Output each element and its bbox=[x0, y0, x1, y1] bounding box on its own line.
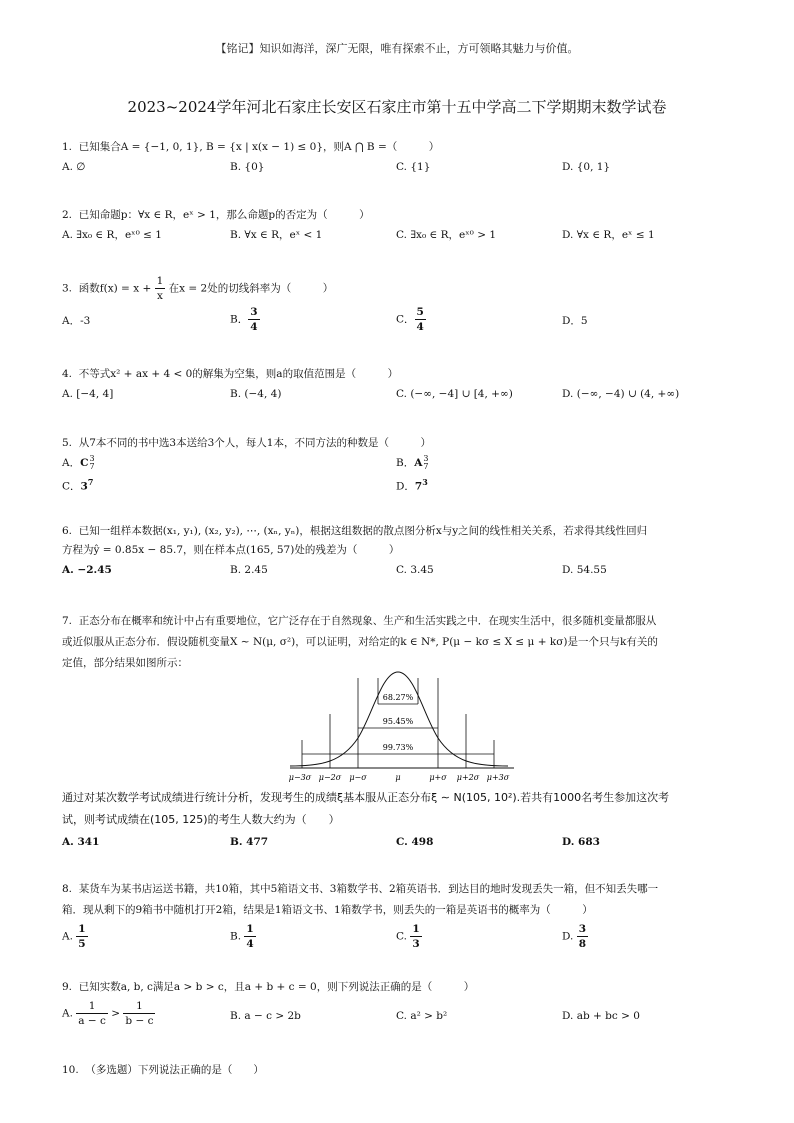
question-stem-tail: 在x = 2处的切线斜率为（ ） bbox=[168, 282, 334, 295]
question-number: 1. bbox=[62, 141, 73, 153]
question-stem: 已知命题p：∀x ∈ R，eˣ > 1，那么命题p的否定为（ ） bbox=[78, 209, 370, 221]
question-stem: （多选题）下列说法正确的是（ ） bbox=[85, 1064, 264, 1076]
question-stem: 某货车为某书店运送书籍，共10箱，其中5箱语文书、3箱数学书、2箱英语书．到达目的地时发现丢失一箱，但不知丢失哪一 bbox=[78, 883, 659, 895]
option-b: B. $\frac{1}{4}$ bbox=[230, 923, 254, 950]
option-d: D. 683 bbox=[562, 836, 600, 848]
question-number: 4. bbox=[62, 368, 73, 380]
band-label-99: 99.73% bbox=[382, 743, 414, 752]
option-a: A. −2.45 bbox=[62, 564, 112, 576]
option-b: B. (−4, 4) bbox=[230, 388, 282, 400]
tick-label: μ+2σ bbox=[456, 773, 480, 782]
tick-label: μ bbox=[395, 773, 401, 782]
question-6 bbox=[62, 523, 742, 580]
question-stem: 不等式x² + ax + 4 < 0的解集为空集，则a的取值范围是（ ） bbox=[78, 368, 399, 380]
option-b: B． $\frac{3}{4}$ bbox=[230, 306, 258, 333]
option-a: A. [−4, 4] bbox=[62, 388, 114, 400]
option-d: D. $\frac{3}{8}$ bbox=[562, 923, 587, 950]
tick-label: μ−σ bbox=[349, 773, 367, 782]
question-7 bbox=[62, 613, 742, 671]
option-a: A．-3 bbox=[62, 315, 91, 327]
option-c: C． $\frac{5}{4}$ bbox=[396, 306, 424, 333]
option-c: C．$3^7$ bbox=[62, 477, 94, 493]
tick-label: μ−2σ bbox=[318, 773, 342, 782]
option-b: B. {0} bbox=[230, 161, 265, 173]
option-d: D. ∀x ∈ R，eˣ ≤ 1 bbox=[562, 229, 655, 241]
question-stem-line2: 方程为ŷ = 0.85x − 85.7，则在样本点(165, 57)处的残差为（ ） bbox=[62, 544, 400, 556]
question-stem-line4: 通过对某次数学考试成绩进行统计分析，发现考生的成绩ξ基本服从正态分布ξ ∼ N(105, 10²).若共有1000名考生参加这次考 bbox=[62, 791, 670, 804]
question-4 bbox=[62, 366, 742, 404]
question-1 bbox=[62, 139, 742, 177]
exam-title: 2023~2024学年河北石家庄长安区石家庄市第十五中学高二下学期期末数学试卷 bbox=[127, 98, 667, 116]
question-number: 6. bbox=[62, 525, 73, 537]
question-number: 2. bbox=[62, 209, 73, 221]
option-c: C. {1} bbox=[396, 161, 431, 173]
question-stem-line2: 或近似服从正态分布．假设随机变量X ∼ N(μ, σ²)，可以证明，对给定的k ∈ N*, P(μ − kσ ≤ X ≤ μ + kσ)是一个只与k有关的 bbox=[62, 636, 658, 648]
fraction: $\frac{1}{x}$ bbox=[156, 275, 164, 302]
band-label-68: 68.27% bbox=[382, 693, 414, 702]
question-stem: 函数f(x) = x + bbox=[78, 282, 152, 295]
question-stem-line3: 定值，部分结果如图所示： bbox=[62, 657, 188, 669]
option-a: A. $\frac{1}{a - c}$ > $\frac{1}{b - c}$ bbox=[62, 1000, 154, 1027]
option-b: B. a − c > 2b bbox=[230, 1010, 301, 1022]
question-stem: 正态分布在概率和统计中占有重要地位，它广泛存在于自然现象、生产和生活实践之中．在现实生活中，很多随机变量都服从 bbox=[78, 615, 657, 627]
option-d: D. (−∞, −4) ∪ (4, +∞) bbox=[562, 388, 680, 400]
option-d: D. 54.55 bbox=[562, 564, 607, 576]
tick-label: μ+3σ bbox=[486, 773, 510, 782]
option-d: D. ab + bc > 0 bbox=[562, 1010, 640, 1022]
option-c: C. a² > b² bbox=[396, 1010, 448, 1022]
tick-label: μ+σ bbox=[429, 773, 447, 782]
option-c: C. (−∞, −4] ∪ [4, +∞) bbox=[396, 388, 513, 400]
option-d: D．5 bbox=[562, 315, 588, 327]
question-7-continued bbox=[62, 790, 742, 852]
option-d: D．$7^3$ bbox=[396, 477, 428, 493]
option-a: A．C 3 7 bbox=[62, 454, 95, 471]
tick-label: μ−3σ bbox=[288, 773, 312, 782]
option-c: C. $\frac{1}{3}$ bbox=[396, 923, 420, 950]
option-b: B. 477 bbox=[230, 836, 269, 848]
question-stem: 已知实数a, b, c满足a > b > c，且a + b + c = 0，则下列说法正确的是（ ） bbox=[78, 981, 475, 993]
question-stem-line2: 箱．现从剩下的9箱书中随机打开2箱，结果是1箱语文书、1箱数学书，则丢失的一箱是英语书的概率为（ ） bbox=[62, 904, 593, 916]
option-c: C. ∃x₀ ∈ R，eˣ⁰ > 1 bbox=[396, 229, 497, 241]
option-b: B. 2.45 bbox=[230, 564, 268, 576]
motto-header: 【铭记】知识如海洋，深广无限，唯有探索不止，方可领略其魅力与价值。 bbox=[215, 42, 579, 55]
option-b: B．A 3 7 bbox=[396, 454, 429, 471]
question-3 bbox=[62, 274, 742, 337]
question-number: 7. bbox=[62, 615, 73, 627]
question-5 bbox=[62, 435, 742, 491]
question-number: 9. bbox=[62, 981, 73, 993]
question-2 bbox=[62, 207, 742, 245]
normal-distribution-figure bbox=[282, 666, 522, 784]
band-label-95: 95.45% bbox=[382, 717, 414, 726]
option-c: C. 498 bbox=[396, 836, 434, 848]
option-b: B. ∀x ∈ R，eˣ < 1 bbox=[230, 229, 323, 241]
option-a: A. ∃x₀ ∈ R，eˣ⁰ ≤ 1 bbox=[62, 229, 162, 241]
question-stem-line5: 试，则考试成绩在(105, 125)的考生人数大约为（ ） bbox=[62, 813, 340, 826]
question-number: 10. bbox=[62, 1064, 79, 1076]
question-10 bbox=[62, 1062, 742, 1078]
question-number: 3. bbox=[62, 282, 73, 295]
option-a: A. 341 bbox=[62, 836, 100, 848]
option-a: A. $\frac{1}{5}$ bbox=[62, 923, 86, 950]
question-stem: 已知一组样本数据(x₁, y₁), (x₂, y₂), ⋯, (xₙ, yₙ)，根据这组数据的散点图分析x与y之间的线性相关关系，若求得其线性回归 bbox=[78, 525, 648, 537]
option-a: A. ∅ bbox=[62, 161, 86, 173]
question-stem: 已知集合A = {−1, 0, 1}, B = {x | x(x − 1) ≤ 0}，则A ⋂ B =（ ） bbox=[78, 141, 440, 153]
question-number: 5. bbox=[62, 437, 73, 449]
option-d: D. {0, 1} bbox=[562, 161, 611, 173]
option-c: C. 3.45 bbox=[396, 564, 434, 576]
question-stem: 从7本不同的书中选3本送给3个人，每人1本，不同方法的种数是（ ） bbox=[78, 437, 431, 449]
question-9 bbox=[62, 979, 742, 1035]
question-8 bbox=[62, 881, 742, 958]
question-number: 8. bbox=[62, 883, 73, 895]
